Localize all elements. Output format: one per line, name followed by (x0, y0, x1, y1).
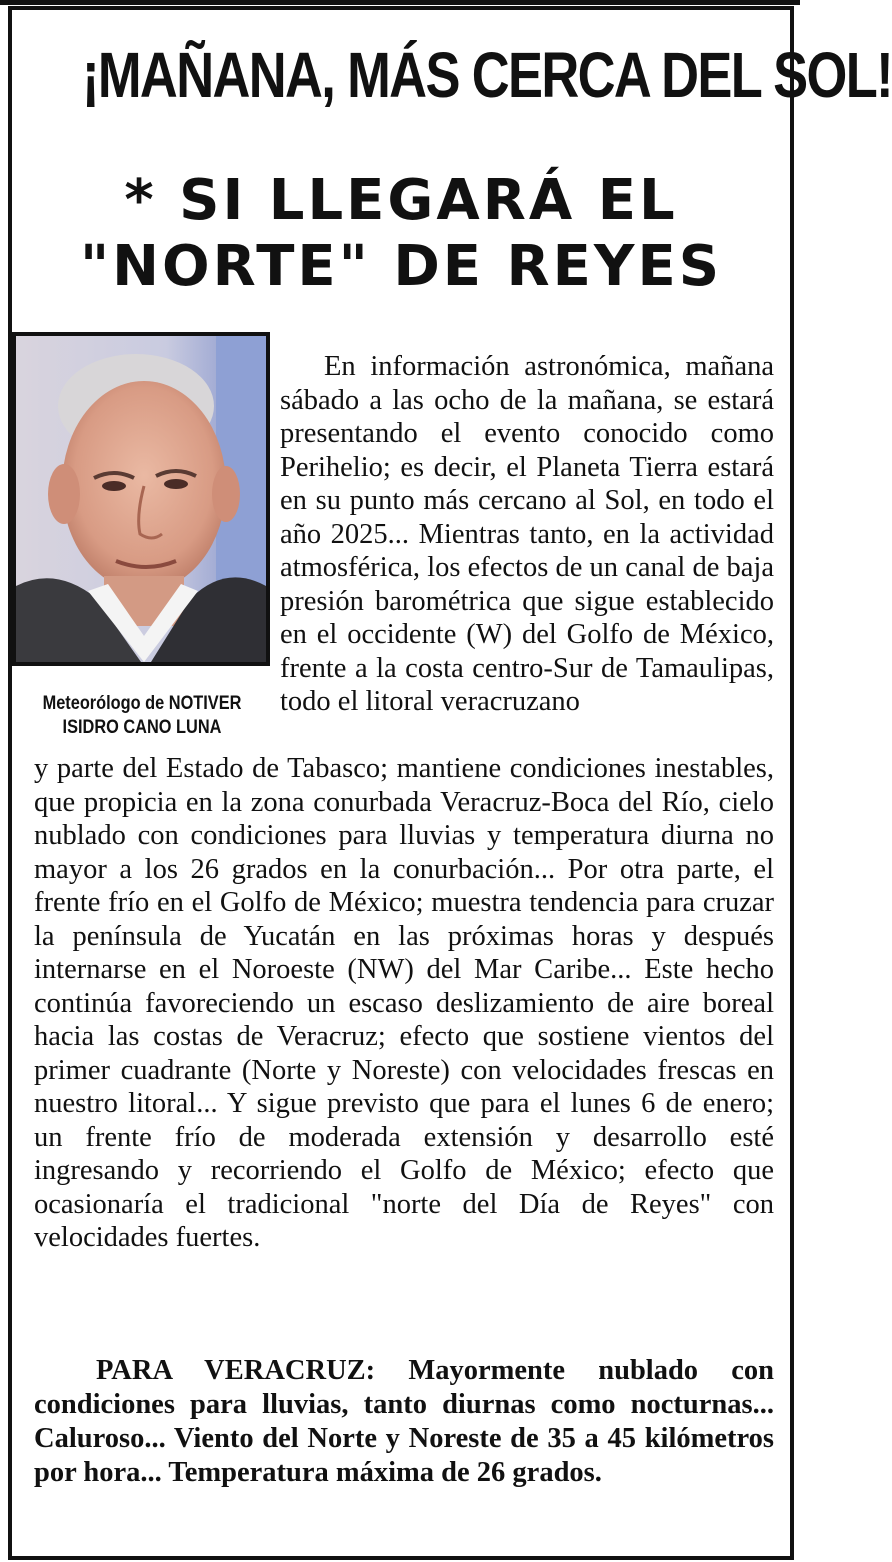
article-body: y parte del Estado de Tabasco; mantiene condiciones inestables, que propicia en la zona conurbada Veracruz-Boca del Río, cielo nublado con condiciones para lluvias y temperatura diurna no mayor a los 26 grados en la conurbación... Por otra parte, el frente frío en el Golfo de México; muestra tendencia para cruzar la península de Yucatán en las próximas horas y después internarse en el Noroeste (NW) del Mar Caribe... Este hecho continúa favoreciendo un escaso deslizamiento de aire boreal hacia las costas de Veracruz; efecto que sostiene vientos del primer cuadrante (Norte y Noreste) con velocidades frescas en nuestro litoral... Y sigue previsto que para el lunes 6 de enero; un frente frío de moderada extensión y desarrollo esté ingresando y recorriendo el Golfo de México; efecto que ocasionaría el tradicional "norte del Día de Reyes" con velocidades fuertes. (34, 753, 774, 1253)
article-intro: En información astronómica, mañana sábado a las ocho de la mañana, se estará presentando el evento conocido como Perihelio; es decir, el Planeta Tierra estará en su punto más cercano al Sol, en todo el año 2025... Mientras tanto, en la actividad atmosférica, los efectos de un canal de baja presión barométrica que sigue establecido en el occidente (W) del Golfo de México, frente a la costa centro-Sur de Tamaulipas, todo el litoral veracruzano (280, 351, 774, 717)
forecast-lead: PARA VERACRUZ: (96, 1355, 409, 1386)
caption-line-2: ISIDRO CANO LUNA (62, 717, 222, 738)
headline: ¡MAÑANA, MÁS CERCA DEL SOL! (82, 39, 892, 111)
forecast-text: Mayormente nublado con condiciones para lluvias, tanto diurnas como nocturnas... Caluroso... Viento del Norte y Noreste de 35 a 45 kilómetros por hora... Temperatura máxima de 26 grados. (34, 1355, 775, 1488)
article-frame (8, 6, 892, 1560)
subheadline (12, 168, 790, 300)
subheadline-line-2: "NORTE" DE REYES (79, 234, 723, 299)
subheadline-line-1: * SI LLEGARÁ EL (124, 168, 678, 233)
meteorologist-photo (12, 332, 270, 666)
caption-line-1: Meteorólogo de NOTIVER (42, 693, 242, 714)
forecast-paragraph (34, 1354, 774, 1490)
photo-caption (30, 692, 254, 740)
top-rule (0, 0, 800, 5)
